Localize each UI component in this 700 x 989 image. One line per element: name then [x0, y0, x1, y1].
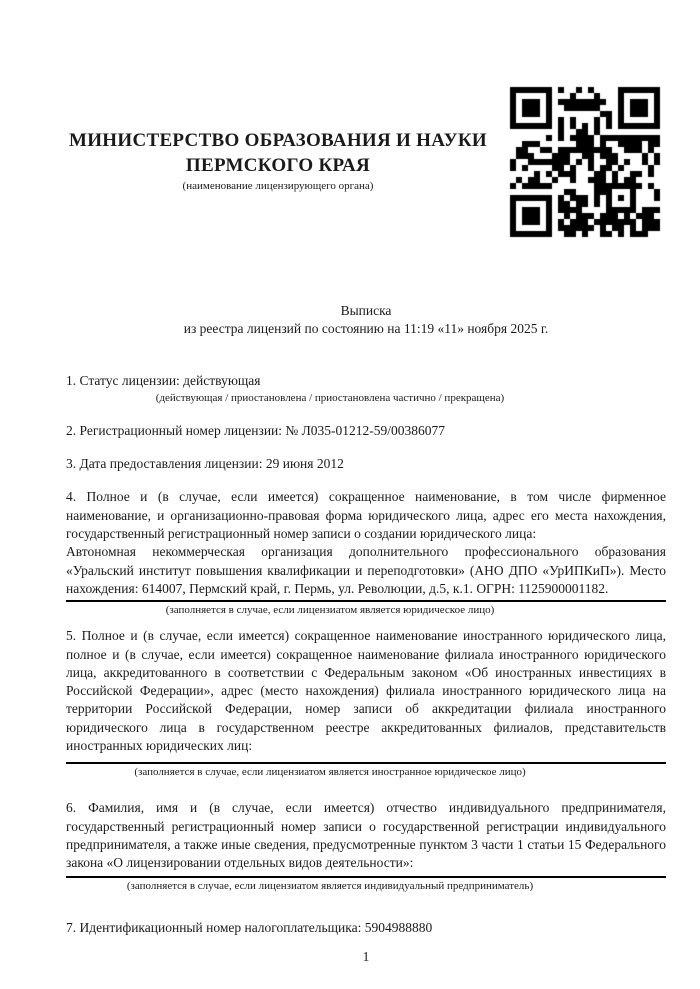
- field-legal-entity-label: 4. Полное и (в случае, если имеется) сокращенное наименование, в том числе фирменное наименование, и организационно-правовая форма юридического лица, адрес его места нахождения, государственный регистрационный номер записи о создании юридического лица:: [66, 489, 666, 542]
- field-legal-entity-value: Автономная некоммерческая организация дополнительного профессионального образования «Уральский институт повышения квалификации и переподготовки» (АНО ДПО «УрИПКиП»). Место нахождения: 614007, Пермский край, г. Пермь, ул. Революции, д.5, к.1. ОГРН: 1125900001182.: [66, 544, 666, 596]
- field-license-status: 1. Статус лицензии: действующая: [66, 372, 261, 388]
- field-individual-entrepreneur: [66, 799, 666, 892]
- document-title-line2: из реестра лицензий по состоянию на 11:19 «11» ноября 2025 г.: [183, 321, 549, 337]
- authority-name-line2: ПЕРМСКОГО КРАЯ: [185, 155, 371, 176]
- document-body: [66, 302, 666, 966]
- document-title: [66, 302, 666, 339]
- document-title-line1: Выписка: [340, 303, 392, 318]
- field-legal-entity-caption: (заполняется в случае, если лицензиатом является юридическое лицо): [165, 604, 495, 617]
- qr-code-icon: [506, 83, 664, 241]
- authority-name-line1: МИНИСТЕРСТВО ОБРАЗОВАНИЯ И НАУКИ: [68, 130, 488, 151]
- field-individual-entrepreneur-label: 6. Фамилия, имя и (в случае, если имеется) отчество индивидуального предпринимателя, государственный регистрационный номер записи о государственной регистрации индивидуального предпринимателя, а также иные сведения, предусмотренные пунктом 3 части 1 статьи 15 Федерального закона «О лицензировании отдельных видов деятельности»:: [66, 800, 666, 871]
- field-underline: [66, 762, 666, 764]
- field-license-status-caption: (действующая / приостановлена / приостановлена частично / прекращена): [155, 391, 505, 404]
- authority-name: [66, 128, 490, 178]
- field-registration-number: 2. Регистрационный номер лицензии: № Л035-01212-59/00386077: [66, 422, 446, 438]
- field-foreign-entity-label: 5. Полное и (в случае, если имеется) сокращенное наименование иностранного юридического лица, полное и (в случае, если имеется) сокращенное наименование филиала иностранного юридического лица, аккредитованного в соответствии с Федеральным законом «Об иностранных инвестициях в Российской Федерации», адрес (место нахождения) филиала иностранного юридического лица на территории Российской Федерации, номер записи об аккредитации филиала иностранного юридического лица в государственном реестре аккредитованных филиалов, представительств иностранных юридических лиц:: [66, 628, 666, 754]
- field-grant-date: 3. Дата предоставления лицензии: 29 июня 2012: [66, 456, 344, 472]
- licensing-authority-header: [66, 128, 490, 193]
- authority-caption: (наименование лицензирующего органа): [182, 180, 374, 192]
- field-taxpayer-number: 7. Идентификационный номер налогоплательщика: 5904988880: [66, 919, 433, 935]
- field-underline: [66, 876, 666, 878]
- page-number: 1: [362, 948, 370, 964]
- field-legal-entity: [66, 488, 666, 617]
- field-individual-entrepreneur-caption: (заполняется в случае, если лицензиатом является индивидуальный предприниматель): [126, 879, 534, 892]
- field-foreign-entity: [66, 627, 666, 779]
- field-foreign-entity-caption: (заполняется в случае, если лицензиатом является иностранное юридическое лицо): [134, 766, 526, 779]
- field-underline: [66, 600, 666, 602]
